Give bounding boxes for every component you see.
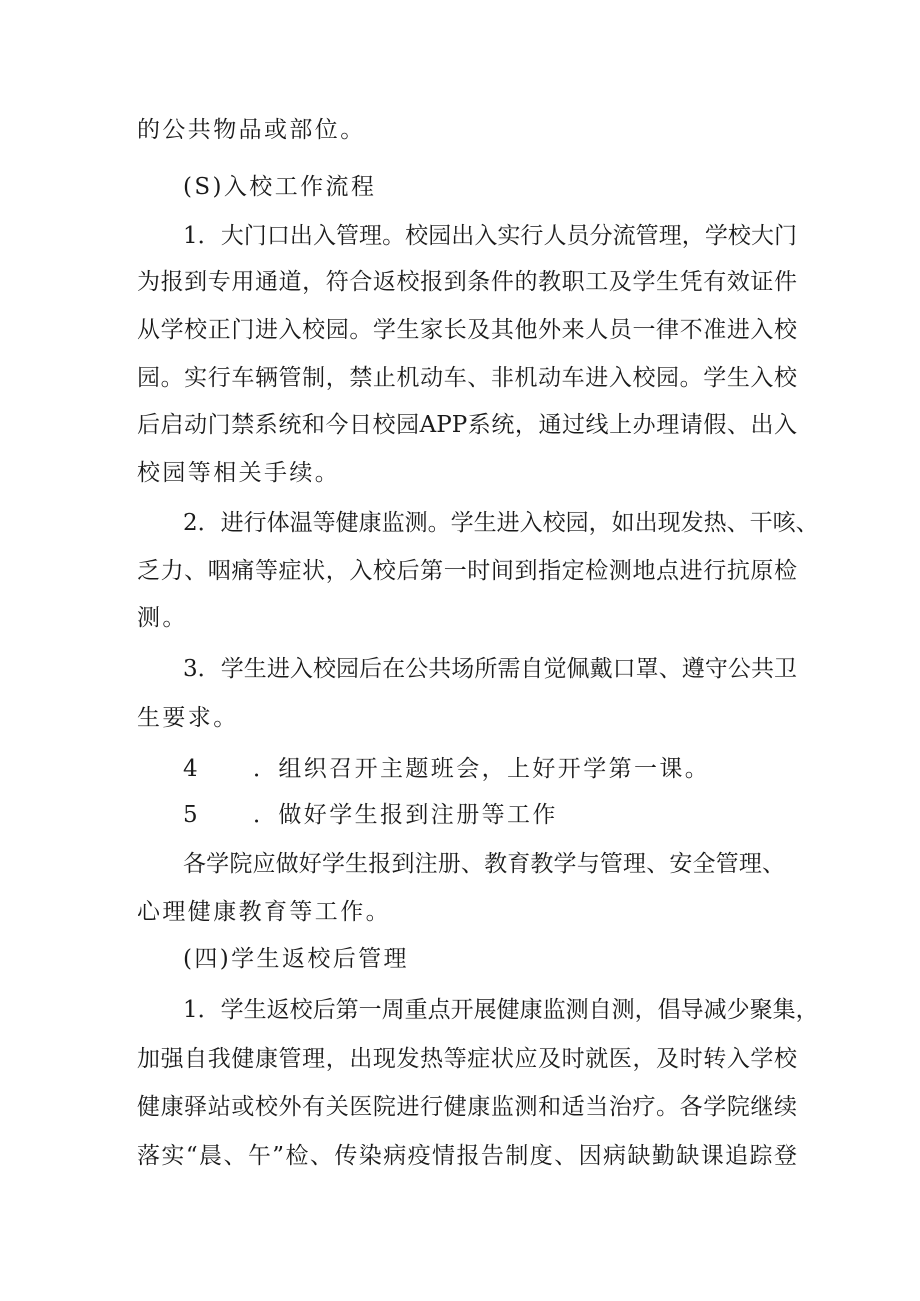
paragraph-line: 从学校正门进入校园。学生家长及其他外来人员一律不准进入校 <box>137 317 797 343</box>
section-heading: (S)入校工作流程 <box>183 174 377 200</box>
paragraph-line: 1．大门口出入管理。校园出入实行人员分流管理，学校大门 <box>183 223 797 249</box>
section-heading: (四)学生返校后管理 <box>183 946 409 972</box>
paragraph-line: 乏力、咽痛等症状，入校后第一时间到指定检测地点进行抗原检 <box>137 558 797 584</box>
paragraph-line: 为报到专用通道，符合返校报到条件的教职工及学生凭有效证件 <box>137 269 797 295</box>
paragraph-line: 各学院应做好学生报到注册、教育教学与管理、安全管理、 <box>183 851 785 877</box>
list-item-text: ．做好学生报到注册等工作 <box>253 802 558 828</box>
paragraph-line: 生要求。 <box>137 705 239 731</box>
paragraph-line: 落实“晨、午”检、传染病疫情报告制度、因病缺勤缺课追踪登 <box>137 1143 797 1169</box>
list-item-number: 4 <box>183 756 201 782</box>
paragraph-line: 园。实行车辆管制，禁止机动车、非机动车进入校园。学生入校 <box>137 365 797 391</box>
paragraph-line: 心理健康教育等工作。 <box>137 899 391 925</box>
list-item-number: 5 <box>183 802 201 828</box>
paragraph-line: 2．进行体温等健康监测。学生进入校园，如出现发热、干咳、 <box>183 510 819 536</box>
paragraph-line: 测。 <box>137 605 188 631</box>
list-item <box>183 754 797 784</box>
paragraph-line: 1．学生返校后第一周重点开展健康监测自测，倡导减少聚集， <box>183 997 819 1023</box>
paragraph-line: 加强自我健康管理，出现发热等症状应及时就医，及时转入学校 <box>137 1046 797 1072</box>
paragraph-line: 健康驿站或校外有关医院进行健康监测和适当治疗。各学院继续 <box>137 1094 797 1120</box>
paragraph-line: 后启动门禁系统和今日校园APP系统，通过线上办理请假、出入 <box>137 412 797 438</box>
list-item <box>183 800 797 830</box>
list-item-text: ．组织召开主题班会，上好开学第一课。 <box>253 756 711 782</box>
paragraph-line: 3．学生进入校园后在公共场所需自觉佩戴口罩、遵守公共卫 <box>183 656 797 682</box>
paragraph-line: 校园等相关手续。 <box>137 460 341 486</box>
paragraph-line: 的公共物品或部位。 <box>137 117 366 143</box>
